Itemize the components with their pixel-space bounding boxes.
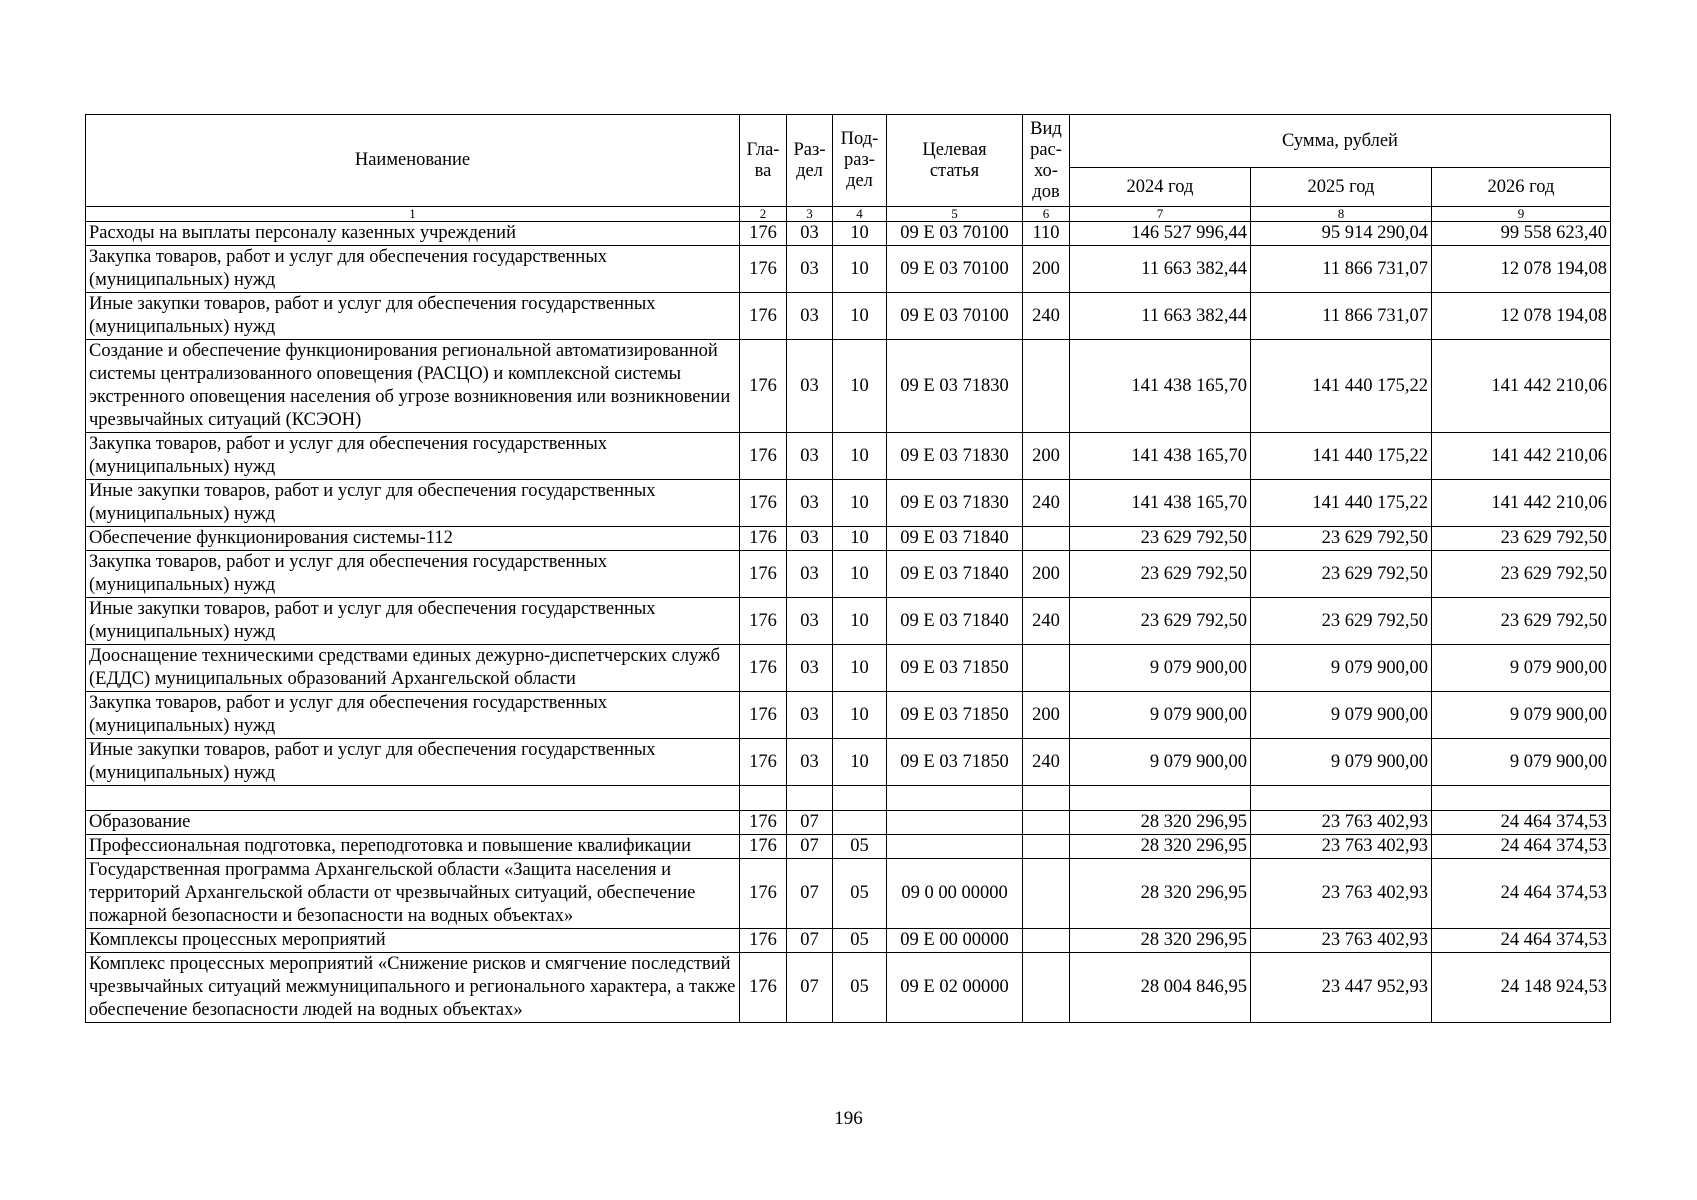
row-razdel-cell: [787, 786, 833, 811]
row-glava-cell: 176: [740, 811, 787, 835]
row-podrazdel-cell: 10: [833, 340, 887, 433]
row-sum-2026-cell: 9 079 900,00: [1432, 739, 1611, 786]
row-name-cell: Комплекс процессных мероприятий «Снижение рисков и смягчение последствий чрезвычайных ситуаций межмуниципального и регионального характера, а также обеспечение безопасности людей на водных объектах»: [86, 953, 740, 1023]
row-sum-2025-cell: 23 763 402,93: [1251, 811, 1432, 835]
row-sum-2026-cell: 24 464 374,53: [1432, 811, 1611, 835]
row-razdel-cell: 03: [787, 433, 833, 480]
row-name-cell: Закупка товаров, работ и услуг для обеспечения государственных (муниципальных) нужд: [86, 433, 740, 480]
table-row: [86, 246, 1611, 293]
row-name-cell: Расходы на выплаты персоналу казенных учреждений: [86, 222, 740, 246]
row-name-cell: Обеспечение функционирования системы-112: [86, 527, 740, 551]
row-name-cell: Иные закупки товаров, работ и услуг для обеспечения государственных (муниципальных) нужд: [86, 739, 740, 786]
row-vid-rashodov-cell: 200: [1023, 551, 1070, 598]
row-name-cell: Иные закупки товаров, работ и услуг для обеспечения государственных (муниципальных) нужд: [86, 598, 740, 645]
row-glava-cell: 176: [740, 953, 787, 1023]
row-sum-2026-cell: 24 464 374,53: [1432, 835, 1611, 859]
row-vid-rashodov-cell: 240: [1023, 293, 1070, 340]
row-podrazdel-cell: 05: [833, 859, 887, 929]
row-sum-2026-cell: 141 442 210,06: [1432, 340, 1611, 433]
row-glava-cell: [740, 786, 787, 811]
row-tselevaya-statya-cell: [887, 786, 1023, 811]
row-sum-2026-cell: 24 148 924,53: [1432, 953, 1611, 1023]
row-razdel-cell: 03: [787, 480, 833, 527]
table-row: [86, 929, 1611, 953]
row-sum-2026-cell: 23 629 792,50: [1432, 598, 1611, 645]
table-row: [86, 551, 1611, 598]
row-sum-2025-cell: 11 866 731,07: [1251, 246, 1432, 293]
row-vid-rashodov-cell: 200: [1023, 246, 1070, 293]
row-sum-2025-cell: 141 440 175,22: [1251, 340, 1432, 433]
header-glava-line2: ва: [754, 160, 772, 181]
row-sum-2025-cell: 9 079 900,00: [1251, 645, 1432, 692]
row-podrazdel-cell: 10: [833, 598, 887, 645]
row-vid-rashodov-cell: [1023, 835, 1070, 859]
header-podrazdel: [833, 115, 887, 207]
row-sum-2025-cell: 23 763 402,93: [1251, 835, 1432, 859]
row-podrazdel-cell: 05: [833, 929, 887, 953]
row-razdel-cell: 03: [787, 739, 833, 786]
row-sum-2024-cell: 28 320 296,95: [1070, 811, 1251, 835]
row-glava-cell: 176: [740, 739, 787, 786]
row-razdel-cell: 03: [787, 598, 833, 645]
row-sum-2024-cell: 28 320 296,95: [1070, 835, 1251, 859]
row-sum-2025-cell: 9 079 900,00: [1251, 739, 1432, 786]
row-sum-2024-cell: 146 527 996,44: [1070, 222, 1251, 246]
row-podrazdel-cell: [833, 811, 887, 835]
row-razdel-cell: 03: [787, 527, 833, 551]
header-tsel-line1: Целевая: [922, 139, 987, 160]
row-sum-2025-cell: 11 866 731,07: [1251, 293, 1432, 340]
row-name-cell: Комплексы процессных мероприятий: [86, 929, 740, 953]
row-sum-2026-cell: 24 464 374,53: [1432, 859, 1611, 929]
row-sum-2025-cell: 23 629 792,50: [1251, 527, 1432, 551]
row-sum-2024-cell: 9 079 900,00: [1070, 645, 1251, 692]
row-vid-rashodov-cell: 200: [1023, 433, 1070, 480]
column-number: 1: [86, 207, 740, 222]
row-sum-2025-cell: 23 629 792,50: [1251, 598, 1432, 645]
row-sum-2026-cell: 12 078 194,08: [1432, 293, 1611, 340]
row-glava-cell: 176: [740, 598, 787, 645]
table-row: [86, 645, 1611, 692]
row-sum-2026-cell: 99 558 623,40: [1432, 222, 1611, 246]
budget-table-container: [85, 114, 1610, 1023]
row-vid-rashodov-cell: 240: [1023, 598, 1070, 645]
row-sum-2025-cell: [1251, 786, 1432, 811]
header-razdel: [787, 115, 833, 207]
row-tselevaya-statya-cell: [887, 811, 1023, 835]
row-name-cell: Создание и обеспечение функционирования региональной автоматизированной системы централизованного оповещения (РАСЦО) и комплексной системы экстренного оповещения населения об угрозе возникновения или возникновении чрезвычайных ситуаций (КСЭОН): [86, 340, 740, 433]
row-glava-cell: 176: [740, 340, 787, 433]
row-podrazdel-cell: 05: [833, 835, 887, 859]
header-vid-line2: рас-: [1030, 139, 1062, 160]
row-tselevaya-statya-cell: 09 Е 03 70100: [887, 246, 1023, 293]
row-podrazdel-cell: 10: [833, 246, 887, 293]
table-row: [86, 598, 1611, 645]
table-body: [86, 222, 1611, 1023]
row-sum-2024-cell: 11 663 382,44: [1070, 246, 1251, 293]
row-podrazdel-cell: 10: [833, 551, 887, 598]
row-podrazdel-cell: 10: [833, 527, 887, 551]
header-year-2025: 2025 год: [1251, 168, 1432, 207]
row-name-cell: Закупка товаров, работ и услуг для обеспечения государственных (муниципальных) нужд: [86, 692, 740, 739]
row-sum-2024-cell: 141 438 165,70: [1070, 480, 1251, 527]
row-podrazdel-cell: 10: [833, 480, 887, 527]
header-vid-line4: дов: [1032, 181, 1060, 202]
column-number: 2: [740, 207, 787, 222]
row-razdel-cell: 03: [787, 692, 833, 739]
header-vid-line1: Вид: [1030, 118, 1062, 139]
row-sum-2026-cell: 24 464 374,53: [1432, 929, 1611, 953]
row-sum-2024-cell: 28 320 296,95: [1070, 929, 1251, 953]
row-vid-rashodov-cell: 110: [1023, 222, 1070, 246]
table-row: [86, 340, 1611, 433]
row-sum-2026-cell: 9 079 900,00: [1432, 645, 1611, 692]
row-vid-rashodov-cell: [1023, 929, 1070, 953]
row-sum-2024-cell: 28 004 846,95: [1070, 953, 1251, 1023]
row-glava-cell: 176: [740, 835, 787, 859]
row-tselevaya-statya-cell: 09 Е 03 70100: [887, 293, 1023, 340]
row-razdel-cell: 03: [787, 645, 833, 692]
row-sum-2026-cell: 23 629 792,50: [1432, 551, 1611, 598]
row-vid-rashodov-cell: [1023, 645, 1070, 692]
table-row: [86, 786, 1611, 811]
row-tselevaya-statya-cell: 09 Е 02 00000: [887, 953, 1023, 1023]
row-vid-rashodov-cell: 240: [1023, 739, 1070, 786]
row-glava-cell: 176: [740, 527, 787, 551]
row-tselevaya-statya-cell: 09 Е 03 71850: [887, 645, 1023, 692]
row-glava-cell: 176: [740, 929, 787, 953]
header-year-2026: 2026 год: [1432, 168, 1611, 207]
header-glava: [740, 115, 787, 207]
row-sum-2024-cell: 141 438 165,70: [1070, 433, 1251, 480]
column-number: 8: [1251, 207, 1432, 222]
row-razdel-cell: 03: [787, 551, 833, 598]
table-row: [86, 480, 1611, 527]
header-year-2024: 2024 год: [1070, 168, 1251, 207]
row-name-cell: [86, 786, 740, 811]
table-row: [86, 859, 1611, 929]
column-number: 5: [887, 207, 1023, 222]
row-razdel-cell: 03: [787, 222, 833, 246]
row-razdel-cell: 07: [787, 929, 833, 953]
row-glava-cell: 176: [740, 246, 787, 293]
row-razdel-cell: 03: [787, 246, 833, 293]
row-sum-2024-cell: 141 438 165,70: [1070, 340, 1251, 433]
row-tselevaya-statya-cell: 09 Е 03 70100: [887, 222, 1023, 246]
row-sum-2024-cell: 23 629 792,50: [1070, 551, 1251, 598]
row-tselevaya-statya-cell: 09 Е 03 71850: [887, 692, 1023, 739]
row-sum-2026-cell: 12 078 194,08: [1432, 246, 1611, 293]
row-name-cell: Дооснащение техническими средствами единых дежурно-диспетчерских служб (ЕДДС) муниципальных образований Архангельской области: [86, 645, 740, 692]
row-sum-2025-cell: 141 440 175,22: [1251, 480, 1432, 527]
row-sum-2026-cell: 141 442 210,06: [1432, 433, 1611, 480]
row-sum-2026-cell: [1432, 786, 1611, 811]
row-sum-2025-cell: 141 440 175,22: [1251, 433, 1432, 480]
row-podrazdel-cell: 10: [833, 222, 887, 246]
row-tselevaya-statya-cell: 09 Е 03 71830: [887, 433, 1023, 480]
row-vid-rashodov-cell: [1023, 859, 1070, 929]
row-sum-2024-cell: 23 629 792,50: [1070, 598, 1251, 645]
row-razdel-cell: 07: [787, 835, 833, 859]
header-name: Наименование: [86, 115, 740, 207]
row-glava-cell: 176: [740, 859, 787, 929]
row-podrazdel-cell: 10: [833, 645, 887, 692]
row-name-cell: Закупка товаров, работ и услуг для обеспечения государственных (муниципальных) нужд: [86, 246, 740, 293]
row-vid-rashodov-cell: 200: [1023, 692, 1070, 739]
row-vid-rashodov-cell: [1023, 811, 1070, 835]
column-number: 7: [1070, 207, 1251, 222]
row-vid-rashodov-cell: [1023, 527, 1070, 551]
row-tselevaya-statya-cell: 09 Е 03 71830: [887, 340, 1023, 433]
row-tselevaya-statya-cell: [887, 835, 1023, 859]
row-sum-2026-cell: 9 079 900,00: [1432, 692, 1611, 739]
header-tselevaya-statya: [887, 115, 1023, 207]
header-summa: Сумма, рублей: [1070, 115, 1611, 168]
row-vid-rashodov-cell: [1023, 786, 1070, 811]
header-podrazdel-line3: дел: [846, 171, 873, 191]
row-podrazdel-cell: 10: [833, 739, 887, 786]
row-sum-2025-cell: 23 763 402,93: [1251, 859, 1432, 929]
row-tselevaya-statya-cell: 09 Е 03 71840: [887, 527, 1023, 551]
row-podrazdel-cell: 10: [833, 293, 887, 340]
row-razdel-cell: 07: [787, 811, 833, 835]
table-row: [86, 433, 1611, 480]
table-row: [86, 835, 1611, 859]
row-sum-2025-cell: 23 447 952,93: [1251, 953, 1432, 1023]
row-razdel-cell: 03: [787, 293, 833, 340]
header-glava-line1: Гла-: [746, 139, 780, 160]
row-name-cell: Государственная программа Архангельской области «Защита населения и территорий Архангельской области от чрезвычайных ситуаций, обеспечение пожарной безопасности и безопасности на водных объектах»: [86, 859, 740, 929]
row-razdel-cell: 03: [787, 340, 833, 433]
column-number: 9: [1432, 207, 1611, 222]
row-vid-rashodov-cell: [1023, 953, 1070, 1023]
row-glava-cell: 176: [740, 433, 787, 480]
row-sum-2025-cell: 23 629 792,50: [1251, 551, 1432, 598]
row-glava-cell: 176: [740, 293, 787, 340]
row-sum-2024-cell: [1070, 786, 1251, 811]
page-number: 196: [834, 1108, 863, 1129]
row-name-cell: Иные закупки товаров, работ и услуг для обеспечения государственных (муниципальных) нужд: [86, 480, 740, 527]
row-podrazdel-cell: [833, 786, 887, 811]
table-row: [86, 692, 1611, 739]
column-number: 6: [1023, 207, 1070, 222]
row-vid-rashodov-cell: [1023, 340, 1070, 433]
row-sum-2026-cell: 141 442 210,06: [1432, 480, 1611, 527]
row-sum-2024-cell: 28 320 296,95: [1070, 859, 1251, 929]
row-podrazdel-cell: 10: [833, 692, 887, 739]
table-row: [86, 222, 1611, 246]
header-podrazdel-line2: раз-: [844, 150, 875, 170]
budget-table: [85, 114, 1611, 1023]
row-vid-rashodov-cell: 240: [1023, 480, 1070, 527]
row-name-cell: Образование: [86, 811, 740, 835]
header-razdel-line1: Раз-: [793, 139, 826, 160]
row-sum-2025-cell: 9 079 900,00: [1251, 692, 1432, 739]
row-glava-cell: 176: [740, 645, 787, 692]
row-name-cell: Закупка товаров, работ и услуг для обеспечения государственных (муниципальных) нужд: [86, 551, 740, 598]
column-number-row: [86, 207, 1611, 222]
row-tselevaya-statya-cell: 09 Е 00 00000: [887, 929, 1023, 953]
table-row: [86, 527, 1611, 551]
row-name-cell: Профессиональная подготовка, переподготовка и повышение квалификации: [86, 835, 740, 859]
row-tselevaya-statya-cell: 09 Е 03 71830: [887, 480, 1023, 527]
row-sum-2024-cell: 23 629 792,50: [1070, 527, 1251, 551]
table-row: [86, 811, 1611, 835]
table-row: [86, 953, 1611, 1023]
row-podrazdel-cell: 05: [833, 953, 887, 1023]
header-razdel-line2: дел: [796, 160, 823, 181]
header-vid-line3: хо-: [1034, 160, 1058, 181]
table-row: [86, 739, 1611, 786]
column-number: 4: [833, 207, 887, 222]
row-glava-cell: 176: [740, 222, 787, 246]
row-tselevaya-statya-cell: 09 Е 03 71850: [887, 739, 1023, 786]
row-sum-2024-cell: 11 663 382,44: [1070, 293, 1251, 340]
row-sum-2025-cell: 95 914 290,04: [1251, 222, 1432, 246]
table-row: [86, 293, 1611, 340]
row-name-cell: Иные закупки товаров, работ и услуг для обеспечения государственных (муниципальных) нужд: [86, 293, 740, 340]
row-tselevaya-statya-cell: 09 Е 03 71840: [887, 551, 1023, 598]
row-sum-2024-cell: 9 079 900,00: [1070, 739, 1251, 786]
header-vid-rashodov: [1023, 115, 1070, 207]
header-podrazdel-line1: Под-: [840, 129, 879, 149]
row-tselevaya-statya-cell: 09 Е 03 71840: [887, 598, 1023, 645]
row-glava-cell: 176: [740, 480, 787, 527]
row-sum-2026-cell: 23 629 792,50: [1432, 527, 1611, 551]
row-podrazdel-cell: 10: [833, 433, 887, 480]
row-razdel-cell: 07: [787, 859, 833, 929]
row-sum-2024-cell: 9 079 900,00: [1070, 692, 1251, 739]
row-tselevaya-statya-cell: 09 0 00 00000: [887, 859, 1023, 929]
row-sum-2025-cell: 23 763 402,93: [1251, 929, 1432, 953]
column-number: 3: [787, 207, 833, 222]
row-glava-cell: 176: [740, 551, 787, 598]
row-razdel-cell: 07: [787, 953, 833, 1023]
header-tsel-line2: статья: [929, 160, 980, 181]
row-glava-cell: 176: [740, 692, 787, 739]
